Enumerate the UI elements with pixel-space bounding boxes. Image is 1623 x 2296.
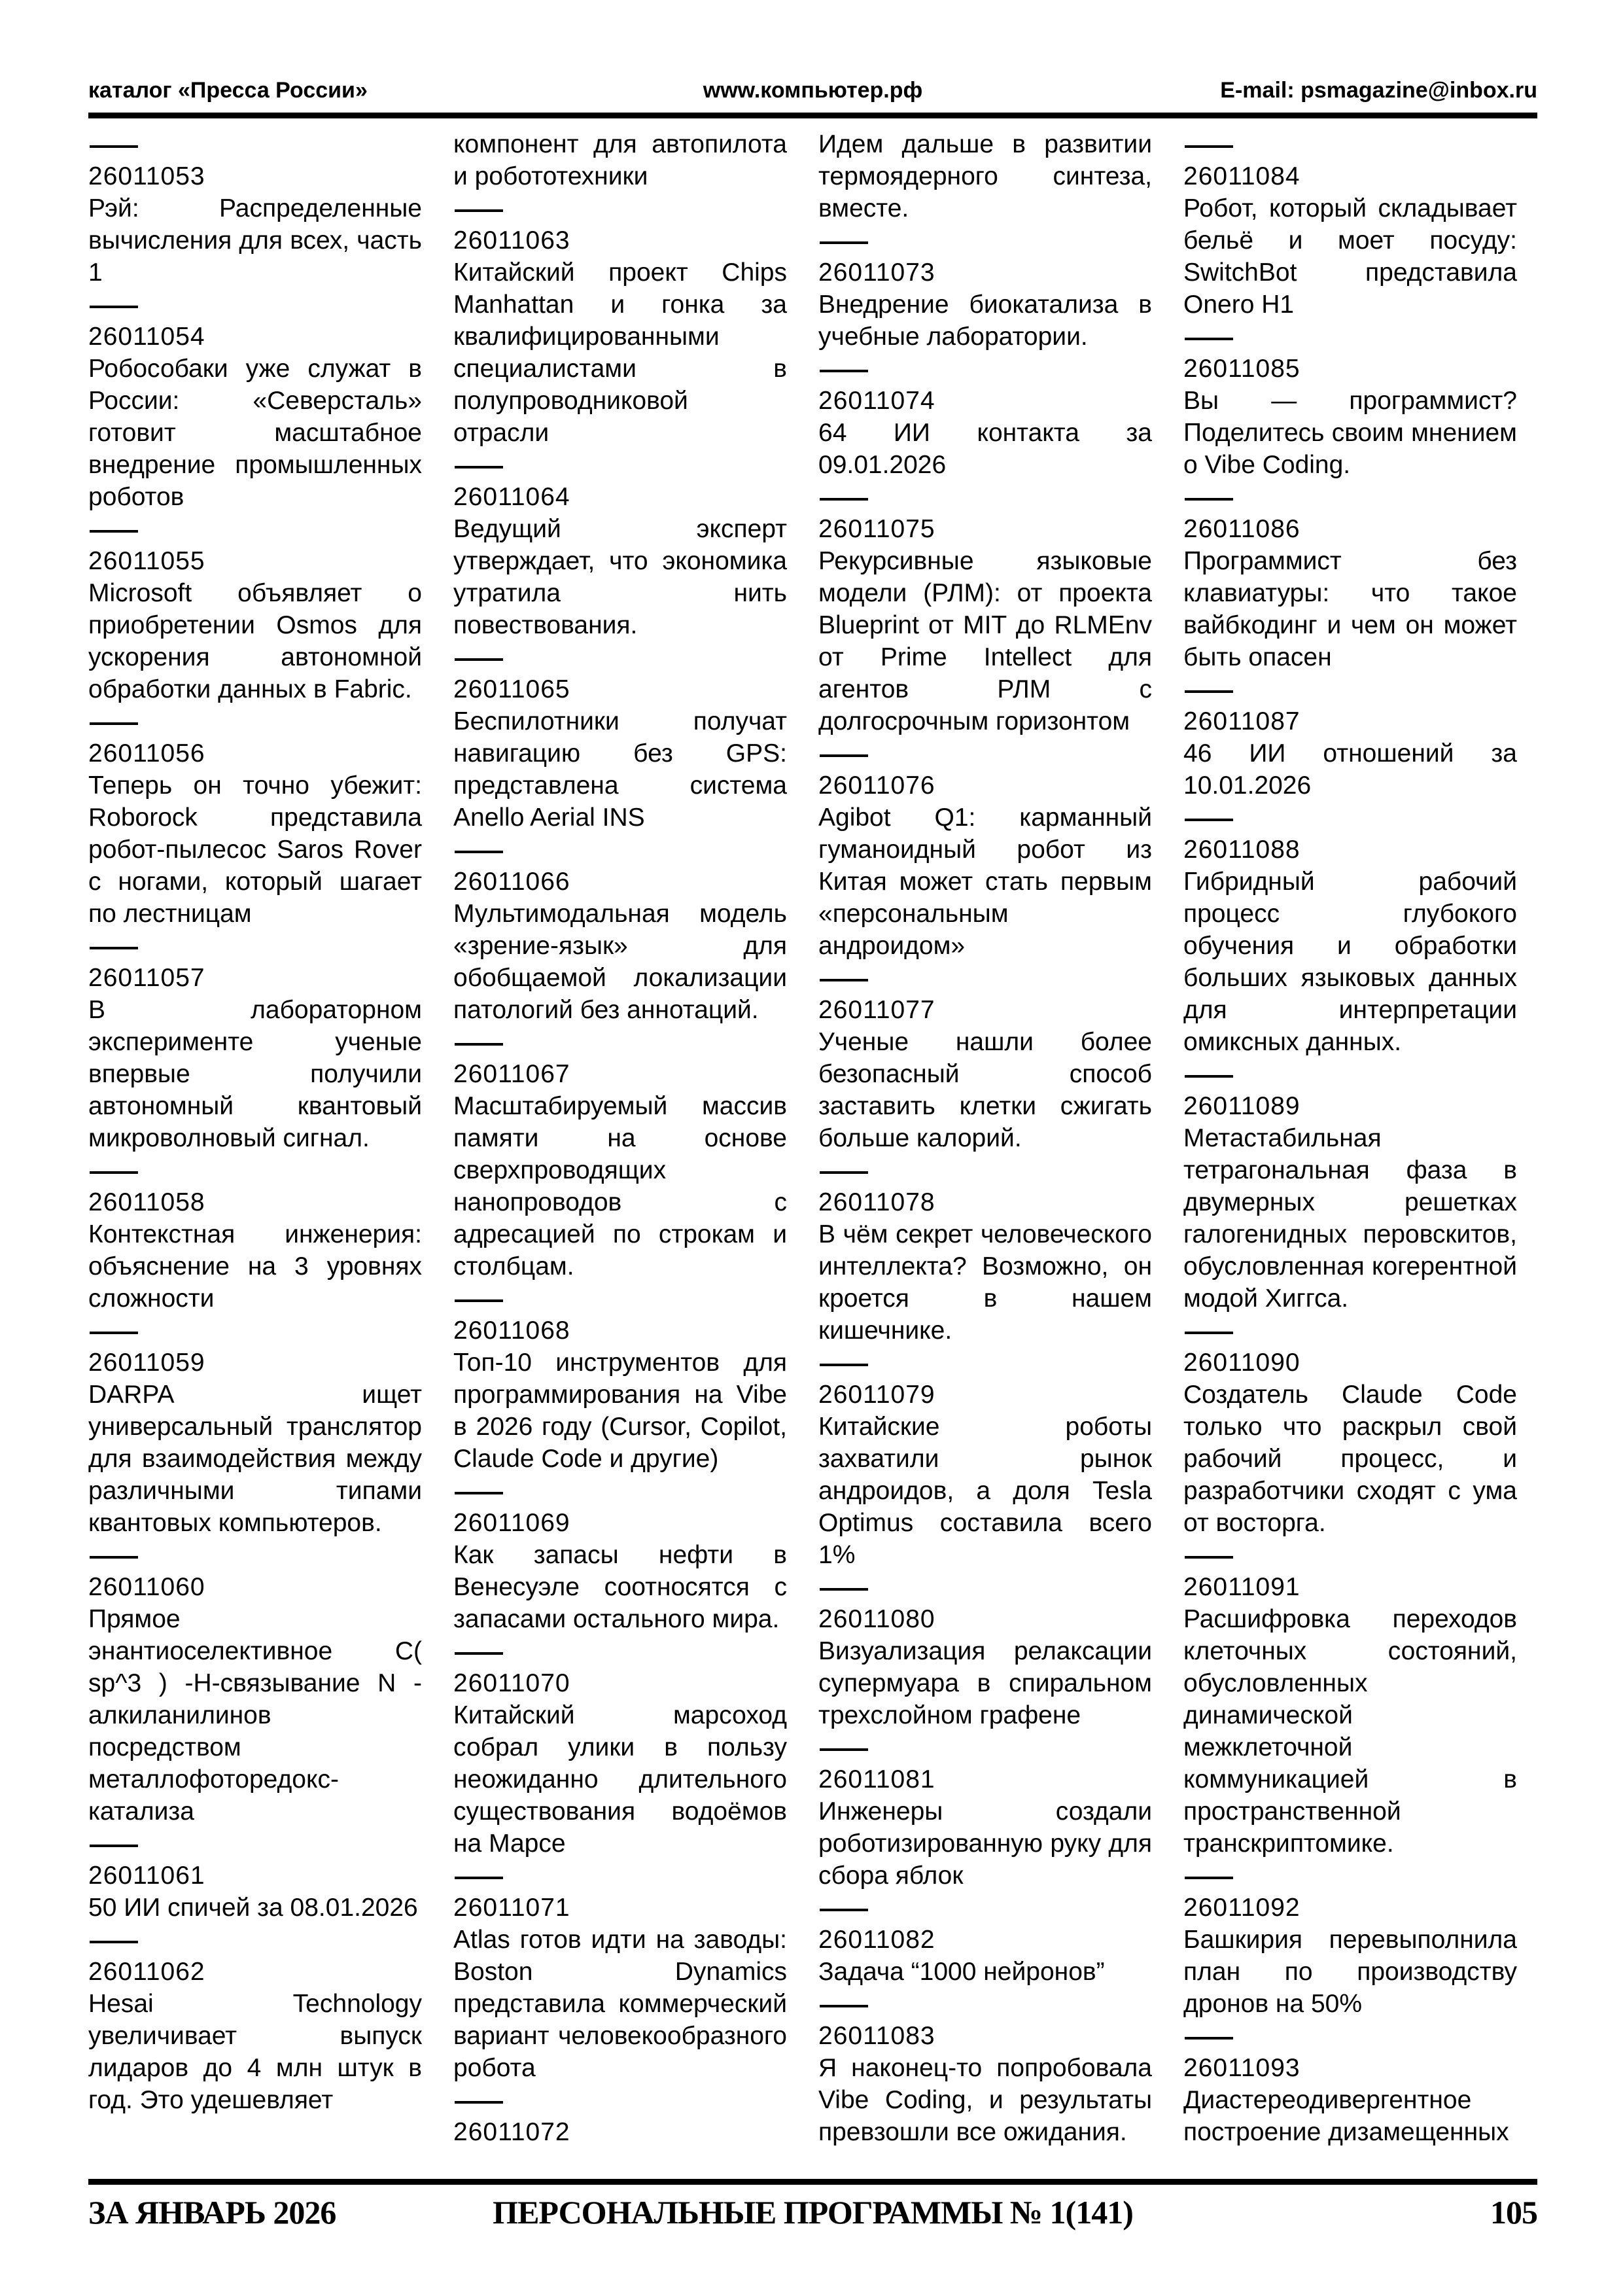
entry-separator [88, 128, 422, 160]
entry-id: 26011078 [818, 1188, 935, 1216]
entry-title: Топ-10 инструментов для программирования на Vibe в 2026 году (Cursor, Copilot, Claude Code и другие) [453, 1349, 787, 1473]
page-header [88, 77, 1537, 103]
entry-id: 26011061 [88, 1862, 205, 1890]
entry-separator [818, 1988, 1152, 2020]
entry-separator [1183, 802, 1517, 834]
footer-issue-month: ЗА ЯНВАРЬ 2026 [88, 2194, 336, 2231]
entry-title: Робот, который складывает бельё и моет посуду: SwitchBot представила Onero H1 [1183, 194, 1517, 319]
column-2 [453, 128, 787, 2176]
entry-separator [1183, 481, 1517, 513]
column-4 [1183, 128, 1517, 2176]
entry-separator [818, 1347, 1152, 1379]
catalog-title: каталог «Пресса России» [88, 78, 368, 103]
entry-title: В чём секрет человеческого интеллекта? Возможно, он кроется в нашем кишечнике. [818, 1220, 1152, 1345]
entry-id: 26011053 [88, 162, 205, 190]
entry-title: Рекурсивные языковые модели (РЛМ): от проекта Blueprint от MIT до RLMEnv от Prime Intellect для агентов РЛМ с долгосрочным горизонтом [818, 547, 1152, 735]
entry-separator [88, 1539, 422, 1571]
entry-title: Метастабильная тетрагональная фаза в двумерных решетках галогенидных перовскитов, обусловленная когерентной модой Хиггса. [1183, 1124, 1517, 1313]
entry-id: 26011068 [453, 1316, 570, 1345]
entry-id: 26011088 [1183, 836, 1300, 864]
entry-id: 26011077 [818, 996, 935, 1024]
entry-id: 26011069 [453, 1509, 570, 1537]
entry-title: Гибридный рабочий процесс глубокого обучения и обработки больших языковых данных для интерпретации омиксных данных. [1183, 868, 1517, 1056]
entry-id: 26011067 [453, 1060, 570, 1088]
entry-separator [1183, 1539, 1517, 1571]
entry-title: Программист без клавиатуры: что такое вайбкодинг и чем он может быть опасен [1183, 547, 1517, 671]
entry-id: 26011062 [88, 1958, 205, 1986]
footer-section-title: ПЕРСОНАЛЬНЫЕ ПРОГРАММЫ № 1(141) [493, 2194, 1133, 2231]
entry-separator [818, 1154, 1152, 1186]
entry-id: 26011076 [818, 771, 935, 800]
entry-id: 26011089 [1183, 1092, 1300, 1120]
entry-separator [1183, 1860, 1517, 1892]
entry-title: 46 ИИ отношений за 10.01.2026 [1183, 739, 1517, 800]
entry-id: 26011090 [1183, 1349, 1300, 1377]
entry-id: 26011079 [818, 1381, 935, 1409]
entry-separator [818, 962, 1152, 994]
entry-id: 26011065 [453, 675, 570, 703]
page-footer [88, 2193, 1537, 2231]
entry-title: Робособаки уже служат в России: «Северсталь» готовит масштабное внедрение промышленных роботов [88, 355, 422, 511]
entry-id: 26011081 [818, 1765, 935, 1793]
entry-separator [88, 1315, 422, 1347]
entry-id: 26011059 [88, 1349, 205, 1377]
entry-id: 26011091 [1183, 1573, 1300, 1601]
entry-id: 26011066 [453, 868, 570, 896]
entry-continuation: компонент для автопилота и робототехники [453, 130, 787, 190]
footer-page-number: 105 [1490, 2194, 1538, 2231]
entry-separator [818, 1731, 1152, 1763]
entry-id: 26011070 [453, 1669, 570, 1697]
entry-separator [453, 641, 787, 673]
entry-title: Китайский проект Chips Manhattan и гонка за квалифицированными специалистами в полупроводниковой отрасли [453, 258, 787, 447]
entry-separator [88, 1828, 422, 1860]
entry-separator [1183, 673, 1517, 705]
entry-id: 26011054 [88, 323, 205, 351]
entry-title: Задача “1000 нейронов” [818, 1958, 1105, 1986]
entry-title: Я наконец-то попробовала Vibe Coding, и результаты превзошли все ожидания. [818, 2054, 1152, 2146]
entry-title: Atlas готов идти на заводы: Boston Dynamics представила коммерческий вариант человекообразного робота [453, 1926, 787, 2082]
website-url: www.компьютер.рф [703, 78, 923, 103]
entry-title: Создатель Claude Code только что раскрыл свой рабочий процесс, и разработчики сходят с ума от восторга. [1183, 1381, 1517, 1537]
entry-separator [88, 1924, 422, 1956]
entry-separator [453, 1282, 787, 1315]
entry-id: 26011058 [88, 1188, 205, 1216]
entry-separator [88, 513, 422, 545]
contact-email: E-mail: psmagazine@inbox.ru [1220, 78, 1537, 103]
entry-title: Прямое энантиоселективное C( sp^3 ) -H-связывание N - алкиланилинов посредством металлофоторедокс-катализа [88, 1605, 422, 1826]
entry-id: 26011071 [453, 1894, 570, 1922]
entry-title: 64 ИИ контакта за 09.01.2026 [818, 419, 1152, 479]
entry-id: 26011056 [88, 739, 205, 768]
entry-title: Рэй: Распределенные вычисления для всех, часть 1 [88, 194, 422, 287]
entry-id: 26011092 [1183, 1894, 1300, 1922]
entry-separator [88, 930, 422, 962]
footer-rule [88, 2179, 1537, 2185]
entry-title: Инженеры создали роботизированную руку для сбора яблок [818, 1797, 1152, 1890]
entry-separator [818, 737, 1152, 769]
entry-separator [1183, 1315, 1517, 1347]
entry-separator [453, 1635, 787, 1667]
entry-separator [818, 1892, 1152, 1924]
entry-title: Диастереодивергентное построение дизамещенных [1183, 2086, 1509, 2146]
entry-title: Башкирия перевыполнила план по производству дронов на 50% [1183, 1926, 1517, 2018]
entry-separator [453, 2084, 787, 2116]
entry-separator [453, 1026, 787, 1058]
entry-title: Контекстная инженерия: объяснение на 3 уровнях сложности [88, 1220, 422, 1313]
entry-separator [1183, 1058, 1517, 1090]
entry-id: 26011055 [88, 547, 205, 575]
entry-separator [88, 289, 422, 321]
entry-title: Microsoft объявляет о приобретении Osmos для ускорения автономной обработки данных в Fabric. [88, 579, 422, 703]
entry-id: 26011080 [818, 1605, 935, 1633]
entry-title: Китайские роботы захватили рынок андроидов, а доля Tesla Optimus составила всего 1% [818, 1413, 1152, 1569]
entry-separator [1183, 2020, 1517, 2052]
entry-title: Hesai Technology увеличивает выпуск лидаров до 4 млн штук в год. Это удешевляет [88, 1990, 422, 2114]
entry-separator [453, 834, 787, 866]
entry-title: 50 ИИ спичей за 08.01.2026 [88, 1894, 418, 1922]
entry-title: Внедрение биокатализа в учебные лаборатории. [818, 291, 1152, 351]
entry-separator [453, 1860, 787, 1892]
entry-separator [453, 1475, 787, 1507]
entry-id: 26011073 [818, 258, 935, 287]
entry-id: 26011060 [88, 1573, 205, 1601]
entry-id: 26011063 [453, 226, 570, 255]
entry-separator [88, 1154, 422, 1186]
entry-title: Agibot Q1: карманный гуманоидный робот из Китая может стать первым «персональным андроидом» [818, 804, 1152, 960]
entry-id: 26011083 [818, 2022, 935, 2050]
entry-title: Расшифровка переходов клеточных состояний, обусловленных динамической межклеточной коммуникацией в пространственной транскриптомике. [1183, 1605, 1517, 1858]
entry-id: 26011086 [1183, 515, 1300, 543]
entry-separator [453, 449, 787, 481]
entry-continuation: Идем дальше в развитии термоядерного синтеза, вместе. [818, 130, 1152, 222]
entries-columns [88, 128, 1544, 2176]
entry-separator [818, 353, 1152, 385]
entry-separator [453, 192, 787, 224]
entry-id: 26011085 [1183, 355, 1300, 383]
entry-separator [818, 481, 1152, 513]
entry-title: DARPA ищет универсальный транслятор для взаимодействия между различными типами квантовых компьютеров. [88, 1381, 422, 1537]
column-3 [818, 128, 1152, 2176]
entry-title: Китайский марсоход собрал улики в пользу неожиданно длительного существования водоёмов на Марсе [453, 1701, 787, 1858]
entry-title: Мультимодальная модель «зрение-язык» для обобщаемой локализации патологий без аннотаций. [453, 900, 787, 1024]
header-rule [88, 113, 1537, 118]
entry-title: Беспилотники получат навигацию без GPS: представлена система Anello Aerial INS [453, 707, 787, 832]
entry-separator [1183, 128, 1517, 160]
entry-id: 26011084 [1183, 162, 1300, 190]
entry-id: 26011087 [1183, 707, 1300, 735]
entry-title: Масштабируемый массив памяти на основе сверхпроводящих нанопроводов с адресацией по строкам и столбцам. [453, 1092, 787, 1280]
entry-title: Визуализация релаксации супермуара в спиральном трехслойном графене [818, 1637, 1152, 1729]
column-1 [88, 128, 422, 2176]
entry-id: 26011074 [818, 387, 935, 415]
entry-id: 26011064 [453, 483, 570, 511]
entry-separator [818, 1571, 1152, 1603]
entry-separator [88, 705, 422, 737]
entry-title: В лабораторном эксперименте ученые впервые получили автономный квантовый микроволновый сигнал. [88, 996, 422, 1152]
entry-id: 26011072 [453, 2118, 570, 2146]
entry-id: 26011057 [88, 964, 205, 992]
entry-separator [1183, 321, 1517, 353]
entry-id: 26011093 [1183, 2054, 1300, 2082]
entry-id: 26011082 [818, 1926, 935, 1954]
entry-title: Теперь он точно убежит: Roborock представила робот-пылесос Saros Rover с ногами, который шагает по лестницам [88, 771, 422, 928]
entry-id: 26011075 [818, 515, 935, 543]
entry-title: Вы — программист? Поделитесь своим мнением о Vibe Coding. [1183, 387, 1517, 479]
entry-separator [818, 224, 1152, 256]
entry-title: Как запасы нефти в Венесуэле соотносятся с запасами остального мира. [453, 1541, 787, 1633]
entry-title: Ведущий эксперт утверждает, что экономика утратила нить повествования. [453, 515, 787, 639]
entry-title: Ученые нашли более безопасный способ заставить клетки сжигать больше калорий. [818, 1028, 1152, 1152]
